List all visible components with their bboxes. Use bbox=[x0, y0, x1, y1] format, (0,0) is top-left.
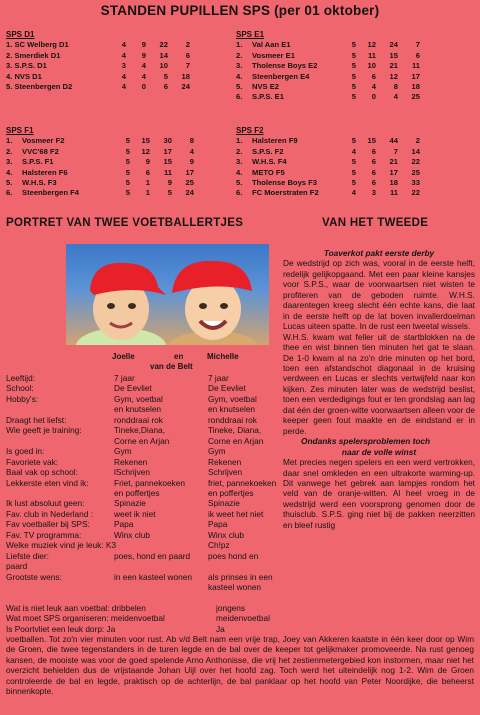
table-cell: 6. bbox=[6, 188, 13, 198]
profile-label: Ik lust absoluut geen: bbox=[6, 498, 85, 509]
table-row bbox=[236, 157, 420, 167]
table-cell: Steenbergen E4 bbox=[252, 71, 310, 81]
table-cell: 9 bbox=[167, 178, 172, 188]
table-cell: 5 bbox=[351, 178, 356, 188]
standings-f1 bbox=[6, 126, 194, 199]
profile-label: Fav. TV programma: bbox=[6, 529, 82, 540]
table-row bbox=[6, 147, 194, 157]
table-cell: 33 bbox=[411, 178, 420, 188]
article-subheading: Ondanks spelersproblemen toch bbox=[301, 436, 431, 447]
profile-value: De Eevliet bbox=[114, 383, 152, 394]
table-cell: 3 bbox=[371, 188, 376, 198]
table-cell: 18 bbox=[411, 82, 420, 92]
table-cell: 7 bbox=[185, 61, 190, 71]
table-cell: 5 bbox=[351, 157, 356, 167]
name-connector: en bbox=[174, 352, 184, 361]
table-cell: 6 bbox=[145, 167, 150, 177]
profile-value: Tineke,Diana, bbox=[114, 425, 165, 436]
profile-extra bbox=[6, 603, 306, 634]
table-cell: 4 bbox=[121, 82, 126, 92]
profile-row bbox=[6, 436, 308, 446]
table-heading: SPS F1 bbox=[6, 126, 34, 135]
profile-label bbox=[6, 436, 114, 446]
profile-label: paard bbox=[6, 561, 28, 572]
table-row bbox=[236, 188, 420, 198]
profile-row bbox=[6, 446, 308, 456]
profile-label: Wat is niet leuk aan voetbal: dribbelen bbox=[6, 603, 146, 613]
table-cell: 15 bbox=[389, 50, 398, 60]
profile-row bbox=[6, 425, 308, 435]
profile-row bbox=[6, 404, 308, 414]
table-cell: 5. Steenbergen D2 bbox=[6, 82, 73, 92]
table-row bbox=[236, 51, 420, 61]
table-cell: 3 bbox=[121, 61, 126, 71]
profile-value: Gym, voetbal bbox=[208, 393, 257, 404]
table-cell: 10 bbox=[367, 61, 376, 71]
table-cell: 2 bbox=[185, 40, 190, 50]
profile-value: Winx club bbox=[208, 529, 244, 540]
table-cell: 1. SC Welberg D1 bbox=[6, 40, 69, 50]
table-cell: 6 bbox=[371, 157, 376, 167]
profile-label: Is goed in: bbox=[6, 446, 45, 457]
table-cell: 3. bbox=[236, 61, 243, 71]
standings-d1 bbox=[6, 30, 190, 92]
table-cell: 5 bbox=[351, 136, 356, 146]
table-cell: 25 bbox=[185, 178, 194, 188]
table-cell: Val Aan E1 bbox=[252, 40, 291, 50]
table-cell: 4 bbox=[189, 146, 194, 156]
profile-label: Liefste dier: bbox=[6, 550, 49, 561]
table-cell: 14 bbox=[411, 146, 420, 156]
girl-right-illustration bbox=[166, 251, 261, 345]
girl-left-illustration bbox=[74, 251, 169, 345]
table-cell: 9 bbox=[141, 40, 146, 50]
profile-row bbox=[6, 509, 308, 519]
profile-label bbox=[6, 404, 114, 414]
table-cell: Tholense Boys F3 bbox=[252, 178, 317, 188]
table-cell: 0 bbox=[371, 92, 376, 102]
profile-value: als prinses in een bbox=[208, 571, 273, 582]
profile-row bbox=[6, 613, 306, 623]
table-cell: 3. bbox=[236, 157, 243, 167]
table-cell: 11 bbox=[389, 188, 398, 198]
table-row bbox=[6, 168, 194, 178]
table-cell: 3. S.P.S. D1 bbox=[6, 61, 47, 71]
table-row bbox=[236, 72, 420, 82]
article-headline: Toaverkot pakt eerste derby bbox=[323, 248, 435, 258]
profile-value: lSchrijven bbox=[114, 467, 150, 478]
table-row bbox=[236, 178, 420, 188]
table-cell: Halsteren F9 bbox=[252, 136, 298, 146]
profile-value: Tineke, Diana, bbox=[208, 425, 262, 436]
table-cell: 12 bbox=[141, 146, 150, 156]
profile-row bbox=[6, 394, 308, 404]
profile-value: ronddraai rok bbox=[208, 414, 257, 425]
table-cell: 5 bbox=[167, 188, 172, 198]
profile-value: Gym, voetbal bbox=[114, 393, 163, 404]
table-cell: Vosmeer E1 bbox=[252, 50, 295, 60]
profile-value: Gym bbox=[114, 446, 132, 457]
profile-row bbox=[6, 624, 306, 634]
profile-row bbox=[6, 561, 308, 571]
table-cell: 8 bbox=[189, 136, 194, 146]
table-cell: 5 bbox=[125, 146, 130, 156]
table-row bbox=[236, 92, 420, 102]
table-cell: 4. bbox=[6, 167, 13, 177]
table-cell: 6 bbox=[415, 50, 420, 60]
profile-value: 7 jaar bbox=[208, 373, 229, 383]
profile-label: Is Poortvliet een leuk dorp: Ja bbox=[6, 623, 116, 634]
profile-value: De Eevliet bbox=[208, 383, 246, 394]
table-cell: 4 bbox=[371, 82, 376, 92]
table-cell: 14 bbox=[159, 50, 168, 60]
table-row bbox=[6, 178, 194, 188]
table-cell: 21 bbox=[389, 61, 398, 71]
profile-value: Corne en Arjan bbox=[114, 435, 170, 446]
table-cell: VVC'68 F2 bbox=[22, 146, 59, 156]
table-cell: 4 bbox=[141, 71, 146, 81]
table-cell: 30 bbox=[163, 136, 172, 146]
profile-value: poes hond en bbox=[208, 550, 259, 561]
profile-row bbox=[6, 488, 308, 498]
table-cell: 9 bbox=[141, 50, 146, 60]
table-cell: 24 bbox=[185, 188, 194, 198]
table-cell: 6 bbox=[371, 167, 376, 177]
table-cell: 4 bbox=[121, 50, 126, 60]
table-cell: 5 bbox=[125, 178, 130, 188]
profile-label: Draagt het liefst: bbox=[6, 414, 67, 425]
table-cell: 22 bbox=[411, 157, 420, 167]
table-row bbox=[236, 168, 420, 178]
profile-value: meidenvoetbal bbox=[216, 613, 270, 624]
table-cell: 4 bbox=[121, 40, 126, 50]
name-michelle: Michelle bbox=[207, 352, 239, 361]
article-paragraph: W.H.S. kwam wat feller uit de startblokken na de thee en wist binnen tien minuten het gat te slaan. De 1-0 kwam al na zo'n drie minuten op het bord, toen een afstandschot diagonaal in de kruising verdween en Lucas er slechts vertwijfeld naar kon kijken. Zes minuten later was de wedstrijd beslist, toen een verdedigings fout er ten grondslag aan lag dat één der groen-witte voorwaartsen alleen voor de keeper geen fout maakte en de eindstand er in perde. bbox=[283, 331, 475, 436]
table-cell: 11 bbox=[163, 167, 172, 177]
profile-label: Fav voetballer bij SPS: bbox=[6, 519, 90, 530]
profile-label: Leeftijd: bbox=[6, 373, 36, 383]
table-cell: 1. bbox=[236, 136, 243, 146]
table-cell: 25 bbox=[411, 167, 420, 177]
table-heading: SPS F2 bbox=[236, 126, 264, 135]
profile-label: Baal vak op school: bbox=[6, 467, 78, 478]
table-cell: 6 bbox=[371, 146, 376, 156]
table-cell: 1. bbox=[236, 40, 243, 50]
profile-value bbox=[114, 561, 208, 571]
table-cell: 5 bbox=[351, 40, 356, 50]
table-cell: 15 bbox=[141, 136, 150, 146]
table-cell: FC Moerstraten F2 bbox=[252, 188, 319, 198]
profile-value: jongens bbox=[216, 603, 246, 613]
profile-label bbox=[6, 488, 114, 498]
standings-table bbox=[236, 40, 420, 102]
profile-row bbox=[6, 572, 308, 582]
profile-row bbox=[6, 415, 308, 425]
profile-value: Spinazie bbox=[208, 498, 240, 509]
table-cell: 10 bbox=[159, 61, 168, 71]
table-row bbox=[6, 72, 190, 82]
profile-value: en poffertjes bbox=[208, 487, 254, 498]
table-cell: S.P.S. E1 bbox=[252, 92, 284, 102]
table-cell: 1 bbox=[145, 188, 150, 198]
table-cell: 5 bbox=[125, 188, 130, 198]
table-row bbox=[236, 136, 420, 146]
article-continuation: voetballen. Tot zo'n vier minuten voor rust. Ab v/d Belt nam een vrije trap, Joey van Akkeren kaatste in één keer door op Wim de Groen, die twee tegenstanders in de turen legde en de bal over de keeper tot gelijkmaker promoveerde. Na rust genoeg kansen, de mooiste was voor de goed spelende Arno Anthonisse, die vrij het zestienmetergebied kon instormen, maar niet het overzicht behielden dus de vrijstaande Johan Uijl over het hoofd zag. Toch werd het uiteindelijk nog 1-2. Wim de Groen controleerde de bal en legde, praktisch op de achterlijn, de bal panklaar op het hoofd van Peter Noordijke, die beheerst binnenkopte. bbox=[6, 634, 474, 697]
table-cell: 18 bbox=[181, 71, 190, 81]
profile-row bbox=[6, 551, 308, 561]
table-heading: SPS D1 bbox=[6, 30, 35, 39]
table-row bbox=[6, 188, 194, 198]
profile-row bbox=[6, 478, 308, 488]
table-cell: 6 bbox=[163, 82, 168, 92]
table-cell: 4. bbox=[236, 71, 243, 81]
table-cell: 4. NVS D1 bbox=[6, 71, 42, 81]
profile-value: kasteel wonen bbox=[208, 582, 262, 593]
standings-table bbox=[236, 136, 420, 198]
profile-value: Gym bbox=[208, 446, 226, 457]
profile-value: poes, hond en paard bbox=[114, 550, 191, 561]
table-heading: SPS E1 bbox=[236, 30, 265, 39]
profile-value: Spinazie bbox=[114, 498, 146, 509]
section-title-portrait: PORTRET VAN TWEE VOETBALLERTJES bbox=[6, 217, 244, 229]
profile-label: Wie geeft je training: bbox=[6, 425, 82, 436]
table-cell: 7 bbox=[415, 40, 420, 50]
standings-table bbox=[6, 40, 190, 92]
profile-row bbox=[6, 383, 308, 393]
table-cell: 5 bbox=[351, 50, 356, 60]
table-cell: 17 bbox=[411, 71, 420, 81]
profile-value: weet ik niet bbox=[114, 508, 156, 519]
table-cell: 5 bbox=[125, 167, 130, 177]
profile-row bbox=[6, 467, 308, 477]
table-cell: 5 bbox=[125, 136, 130, 146]
table-cell: 17 bbox=[185, 167, 194, 177]
profile-value bbox=[114, 540, 208, 550]
table-cell: 5 bbox=[351, 71, 356, 81]
table-cell: 1 bbox=[145, 178, 150, 188]
profile-label: Wat moet SPS organiseren: meidenvoetbal bbox=[6, 613, 165, 624]
profile-value: Winx club bbox=[114, 529, 150, 540]
surname: van de Belt bbox=[150, 362, 193, 371]
article-paragraph: De wedstrijd op zich was, vooral in de eerste helft, redelijk gelijkopgaand. Met een paar kleine kansjes voor S.P.S., waar de voorwaartsen niet wisten te profiteren van de geboden ruimte. W.H.S. daarentegen kreeg slecht één echte kans, die laat in de eerste helft op de lat boven invallerdoelman Lucas uiteen spatte. In de rust een tweetal wissels. bbox=[283, 258, 475, 332]
table-cell: 6 bbox=[185, 50, 190, 60]
table-cell: Tholense Boys E2 bbox=[252, 61, 318, 71]
table-cell: NVS E2 bbox=[252, 82, 280, 92]
table-cell: 4. bbox=[236, 167, 243, 177]
profile-value: Papa bbox=[114, 519, 134, 530]
table-cell: Halsteren F6 bbox=[22, 167, 68, 177]
table-row bbox=[236, 61, 420, 71]
profile-row bbox=[6, 519, 308, 529]
table-cell: 3. bbox=[6, 157, 13, 167]
table-cell: 4 bbox=[121, 71, 126, 81]
table-cell: METO F5 bbox=[252, 167, 285, 177]
table-cell: 25 bbox=[411, 92, 420, 102]
profile-label: Grootste wens: bbox=[6, 571, 62, 582]
table-cell: W.H.S. F4 bbox=[252, 157, 287, 167]
table-cell: 4 bbox=[141, 61, 146, 71]
profile-value: Corne en Arjan bbox=[208, 435, 264, 446]
table-cell: 4 bbox=[351, 146, 356, 156]
profile-value: ronddraai rok bbox=[114, 414, 163, 425]
table-cell: 1. bbox=[6, 136, 13, 146]
profile-value: Rekenen bbox=[114, 456, 148, 467]
standings-table bbox=[6, 136, 194, 198]
profile-row bbox=[6, 530, 308, 540]
table-cell: 17 bbox=[389, 167, 398, 177]
table-cell: 22 bbox=[159, 40, 168, 50]
table-cell: 22 bbox=[411, 188, 420, 198]
table-row bbox=[6, 136, 194, 146]
table-cell: 44 bbox=[389, 136, 398, 146]
profile-value: ik weet het niet bbox=[208, 508, 264, 519]
profile-row bbox=[6, 540, 308, 550]
table-cell: 4 bbox=[393, 92, 398, 102]
table-cell: 8 bbox=[393, 82, 398, 92]
profile-value: Schrijven bbox=[208, 467, 243, 478]
table-cell: 6 bbox=[371, 71, 376, 81]
table-cell: 2. Smerdiek D1 bbox=[6, 50, 61, 60]
table-cell: 11 bbox=[367, 50, 376, 60]
table-cell: S.P.S. F2 bbox=[252, 146, 284, 156]
profile-value: Papa bbox=[208, 519, 228, 530]
profile-label: Fav. club in Nederland : bbox=[6, 508, 94, 519]
table-cell: 15 bbox=[367, 136, 376, 146]
standings-f2 bbox=[236, 126, 420, 199]
profile-value: friet, pannekoeken bbox=[208, 477, 277, 488]
table-cell: W.H.S. F3 bbox=[22, 178, 57, 188]
table-row bbox=[6, 61, 190, 71]
table-cell: 2. bbox=[236, 146, 243, 156]
profile-value: in een kasteel wonen bbox=[114, 571, 192, 582]
profile-label: Lekkerste eten vind ik: bbox=[6, 477, 89, 488]
table-cell: 5 bbox=[163, 71, 168, 81]
table-cell: Steenbergen F4 bbox=[22, 188, 79, 198]
profile-value: en poffertjes bbox=[114, 487, 160, 498]
table-row bbox=[6, 82, 190, 92]
table-cell: 5. bbox=[236, 82, 243, 92]
table-cell: 5 bbox=[351, 167, 356, 177]
profile-value: 7 jaar bbox=[114, 373, 135, 383]
profile-value: Friet, pannekoeken bbox=[114, 477, 186, 488]
table-cell: 4 bbox=[351, 188, 356, 198]
table-cell: 24 bbox=[389, 40, 398, 50]
table-cell: 5. bbox=[236, 178, 243, 188]
table-cell: 18 bbox=[389, 178, 398, 188]
match-report bbox=[283, 248, 475, 530]
article-paragraph: Met precies negen spelers en een werd vertrokken, daar snel omkleden en een ultrakorte warming-up. Dit vanwege het gebrek aan lampjes rondom het veld van de oranje-witten. Al heel vroeg in de wedstrijd werd een voorsprong genomen door de thuisclub. S.P.S. ging niet bij de pakken neerzitten en bleef rustig bbox=[283, 457, 475, 530]
table-cell: 6 bbox=[371, 178, 376, 188]
standings-e1 bbox=[236, 30, 420, 103]
profile-row bbox=[6, 498, 308, 508]
name-joelle: Joelle bbox=[112, 352, 135, 361]
article-subheading: naar de volle winst bbox=[341, 446, 417, 457]
table-cell: 5 bbox=[125, 157, 130, 167]
profile-label: Welke muziek vind je leuk: K3 bbox=[6, 540, 117, 551]
table-row bbox=[6, 157, 194, 167]
profile-row bbox=[6, 582, 308, 592]
table-row bbox=[236, 40, 420, 50]
table-cell: 2. bbox=[236, 50, 243, 60]
table-cell: 9 bbox=[189, 157, 194, 167]
profile-value: en knutselen bbox=[208, 404, 256, 415]
table-cell: 11 bbox=[411, 61, 420, 71]
table-cell: 5. bbox=[6, 178, 13, 188]
table-cell: 17 bbox=[163, 146, 172, 156]
table-cell: 6. bbox=[236, 188, 243, 198]
table-cell: 7 bbox=[393, 146, 398, 156]
table-cell: 5 bbox=[351, 61, 356, 71]
table-cell: 2. bbox=[6, 146, 13, 156]
table-cell: 2 bbox=[415, 136, 420, 146]
table-cell: 12 bbox=[389, 71, 398, 81]
photo-two-girls bbox=[66, 244, 269, 345]
profile-list bbox=[6, 373, 308, 593]
table-cell: 0 bbox=[141, 82, 146, 92]
table-cell: 5 bbox=[351, 92, 356, 102]
page-title: STANDEN PUPILLEN SPS (per 01 oktober) bbox=[100, 3, 380, 18]
section-title-second: VAN HET TWEEDE bbox=[322, 217, 429, 229]
profile-label: Hobby's: bbox=[6, 393, 39, 404]
table-row bbox=[6, 40, 190, 50]
table-cell: 24 bbox=[181, 82, 190, 92]
profile-value bbox=[208, 561, 308, 571]
table-row bbox=[236, 147, 420, 157]
profile-value: Ja bbox=[216, 623, 225, 634]
profile-label: School: bbox=[6, 383, 34, 394]
profile-value: Rekenen bbox=[208, 456, 242, 467]
table-cell: Vosmeer F2 bbox=[22, 136, 65, 146]
table-cell: 12 bbox=[367, 40, 376, 50]
profile-label bbox=[6, 582, 114, 592]
profile-row bbox=[6, 603, 306, 613]
profile-row bbox=[6, 373, 308, 383]
profile-row bbox=[6, 457, 308, 467]
table-cell: 9 bbox=[145, 157, 150, 167]
profile-label: Favoriete vak: bbox=[6, 456, 59, 467]
table-row bbox=[6, 51, 190, 61]
profile-value: en knutselen bbox=[114, 404, 162, 415]
profile-value: Ch!pz bbox=[208, 540, 230, 551]
table-cell: S.P.S. F1 bbox=[22, 157, 54, 167]
profile-value bbox=[114, 582, 208, 592]
table-cell: 5 bbox=[351, 82, 356, 92]
table-cell: 6. bbox=[236, 92, 243, 102]
table-cell: 15 bbox=[163, 157, 172, 167]
table-cell: 21 bbox=[389, 157, 398, 167]
table-row bbox=[236, 82, 420, 92]
